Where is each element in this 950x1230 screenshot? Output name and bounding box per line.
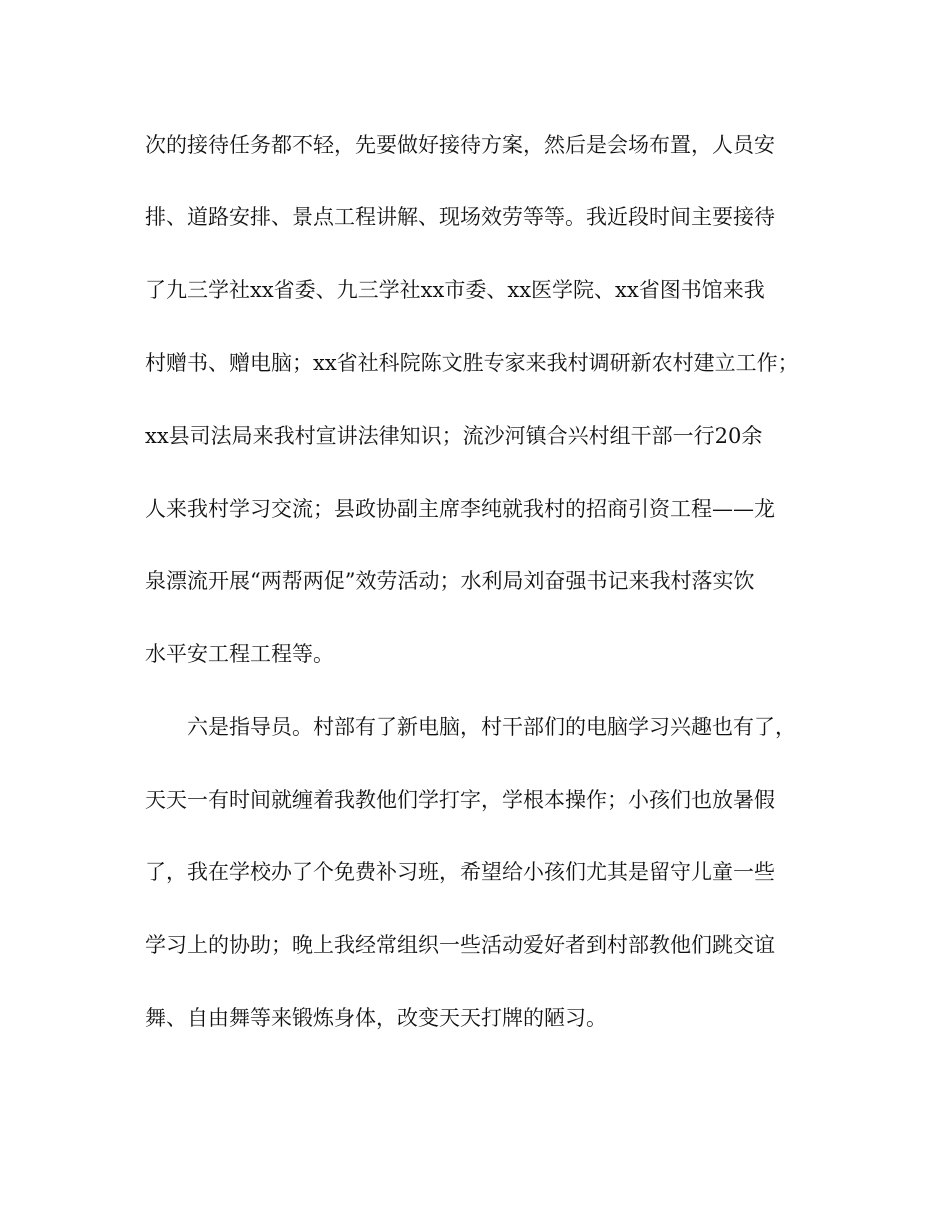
text-line-11: 了，我在学校办了个免费补习班，希望给小孩们尤其是留守儿童一些 (145, 860, 775, 884)
text-line-6: 人来我村学习交流；县政协副主席李纯就我村的招商引资工程——龙 (145, 497, 775, 521)
paragraph-6-first-line: 六是指导员。村部有了新电脑，村干部们的电脑学习兴趣也有了， (187, 715, 796, 739)
text-line-5: xx县司法局来我村宣讲法律知识；流沙河镇合兴村组干部一行20余 (145, 424, 763, 448)
text-line-8: 水平安工程工程等。 (145, 642, 334, 666)
text-line-10: 天天一有时间就缠着我教他们学打字，学根本操作；小孩们也放暑假 (145, 788, 775, 812)
text-line-3: 了九三学社xx省委、九三学社xx市委、xx医学院、xx省图书馆来我 (145, 278, 765, 302)
text-line-13: 舞、自由舞等来锻炼身体，改变天天打牌的陋习。 (145, 1006, 607, 1030)
text-line-12: 学习上的协助；晚上我经常组织一些活动爱好者到村部教他们跳交谊 (145, 933, 775, 957)
text-line-2: 排、道路安排、景点工程讲解、现场效劳等等。我近段时间主要接待 (145, 205, 775, 229)
text-line-7: 泉漂流开展“两帮两促”效劳活动；水利局刘奋强书记来我村落实饮 (145, 569, 755, 593)
text-line-4: 村赠书、赠电脑；xx省社科院陈文胜专家来我村调研新农村建立工作； (145, 351, 799, 375)
text-line-1: 次的接待任务都不轻，先要做好接待方案，然后是会场布置，人员安 (145, 133, 775, 157)
